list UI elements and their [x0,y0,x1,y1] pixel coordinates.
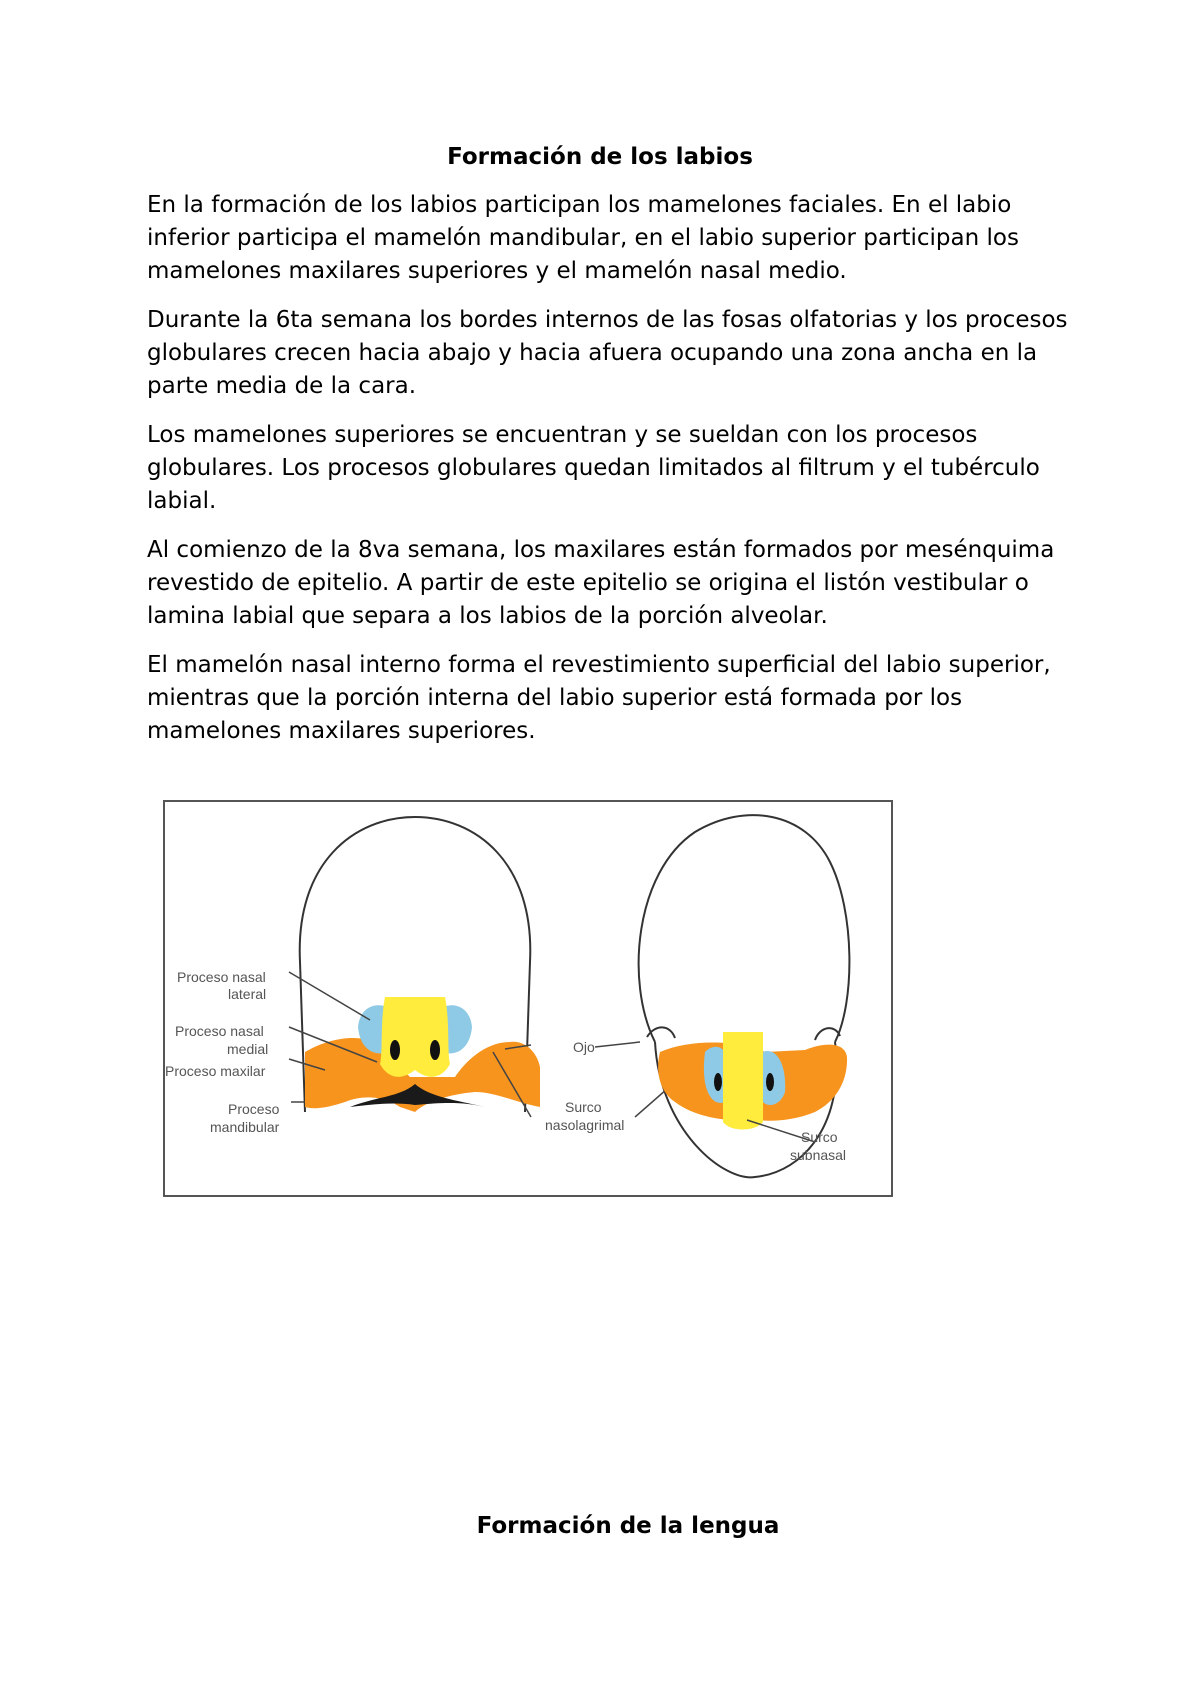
label-mandibular-2: mandibular [210,1119,280,1135]
document-body [147,189,1077,764]
page-title: Formación de los labios [447,144,753,170]
label-nasal-lateral-1: Proceso nasal [177,969,266,985]
left-nostril-2 [430,1040,440,1060]
left-nasal-medial-region [380,997,450,1077]
paragraph-4: Al comienzo de la 8va semana, los maxilares están formados por mesénquima revestido de epitelio. A partir de este epitelio se origina el listón vestibular o lamina labial que separa a los labios de la porción alveolar. [147,537,1055,629]
label-nasal-medial-1: Proceso nasal [175,1023,264,1039]
right-head-upper-outline [639,815,850,1042]
label-subnasal-1: Surco [801,1129,838,1145]
paragraph-1: En la formación de los labios participan los mamelones faciales. En el labio inferior participa el mamelón mandibular, en el labio superior participan los mamelones maxilares superiores y el mamelón nasal medio. [147,192,1019,284]
right-head-diagram [639,815,850,1177]
label-mandibular-1: Proceso [228,1101,280,1117]
label-nasolagrimal-2: nasolagrimal [545,1117,625,1133]
paragraph-5: El mamelón nasal interno forma el revestimiento superficial del labio superior, mientras que la porción interna del labio superior está formada por los mamelones maxilares superiores. [147,652,1051,744]
label-nasal-medial-2: medial [227,1041,269,1057]
right-nasal-medial-region [723,1032,763,1130]
label-ojo: Ojo [573,1039,595,1055]
section-title: Formación de la lengua [476,1513,780,1539]
label-subnasal-2: subnasal [790,1147,847,1163]
left-head-diagram [165,817,540,1135]
label-maxilar: Proceso maxilar [165,1063,266,1079]
paragraph-2: Durante la 6ta semana los bordes internos de las fosas olfatorias y los procesos globulares crecen hacia abajo y hacia afuera ocupando una zona ancha en la parte media de la cara. [147,307,1068,399]
figure-illustration [165,802,891,1195]
label-nasal-lateral-2: lateral [228,986,267,1002]
left-nostril-1 [390,1040,400,1060]
paragraph-3: Los mamelones superiores se encuentran y se sueldan con los procesos globulares. Los procesos globulares quedan limitados al filtrum y el tubérculo labial. [147,422,1040,514]
label-nasolagrimal-1: Surco [565,1099,602,1115]
right-eye-left [647,1027,675,1038]
right-nostril-1 [714,1073,722,1091]
right-nostril-2 [766,1073,774,1091]
lip-formation-figure [163,800,893,1197]
